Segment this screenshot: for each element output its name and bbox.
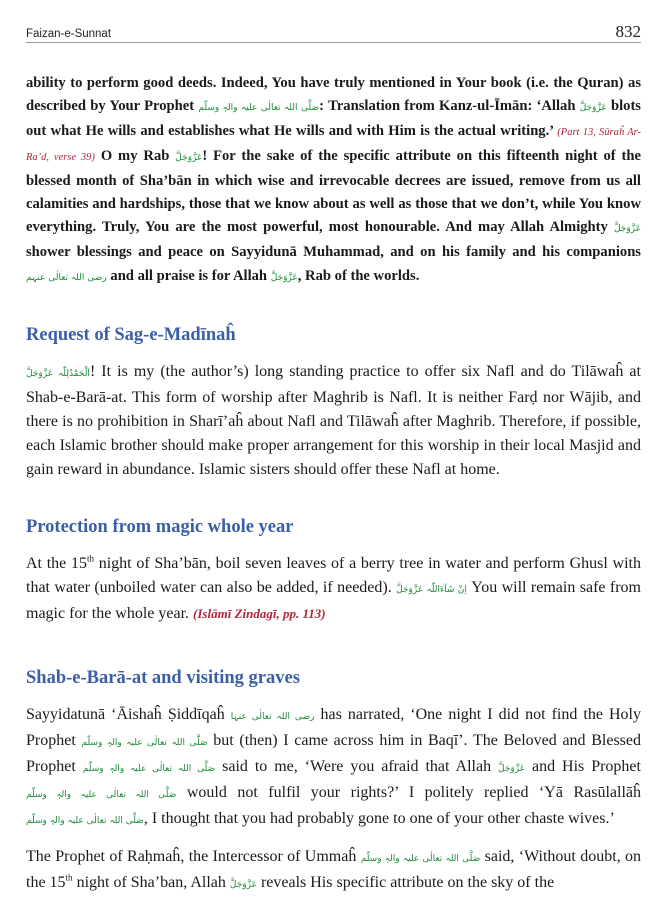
alhamdulillah-honorific: اَلْحَمْدُلِلّٰہ عَزَّوَجَلَّ [26, 368, 90, 379]
graves-paragraph-2: The Prophet of Raḥmaĥ, the Intercessor of Ummaĥ صَلَّی اللہ تعالٰی علیہ والہٖ وسلّم said, ‘Without doubt, on the 15th night of Sha’ban, Allah عَزَّوَجَلَّ reveals His specific attribute on the sky of the [26, 847, 642, 891]
page-header [26, 0, 641, 43]
section-heading-request: Request of Sag-e-Madīnaĥ [26, 324, 236, 345]
quran-reference: (Part 13, Sūraĥ Ar-Ra’d, verse 39) [26, 127, 641, 163]
magic-paragraph: At the 15th night of Sha’bān, boil seven leaves of a berry tree in water and perform Ghusl with that water (unboiled water can also be added, if needed). اِنْ شَآءَاللّٰہ عَزَّوَجَلَّ You will remain safe from magic for the whole year. (Islāmī Zindagī, pp. 113) [26, 553, 642, 622]
azza-wa-jal-honorific: عَزَّوَجَلَّ [270, 272, 298, 283]
page-number: 832 [615, 22, 641, 41]
azza-wa-jal-honorific: عَزَّوَجَلَّ [229, 879, 257, 890]
azza-wa-jal-honorific: عَزَّوَجَلَّ [498, 763, 526, 774]
azza-wa-jal-honorific: عَزَّوَجَلَّ [579, 103, 607, 114]
anhum-honorific: رضی اللہ تعالٰی عنہم [26, 272, 107, 283]
salawat-honorific: صَلَّی اللہ تعالٰی علیہ والہٖ وسلّم [26, 789, 177, 800]
book-title: Faizan-e-Sunnat [26, 28, 112, 40]
section-heading-magic: Protection from magic whole year [26, 516, 294, 537]
graves-paragraph-1: Sayyidatunā ‘Āishaĥ Ṣiddīqaĥ رضی اللہ تعالٰی عنہا has narrated, ‘One night I did not find the Holy Prophet صَلَّی اللہ تعالٰی علیہ والہٖ وسلّم but (then) I came across him in Baqī’. The Beloved and Blessed Prophet صَلَّی اللہ تعالٰی علیہ والہٖ وسلّم said to me, ‘Were you afraid that Allah عَزَّوَجَلَّ and His Prophet صَلَّی اللہ تعالٰی علیہ والہٖ وسلّم would not fulfil your rights?’ I politely replied ‘Yā Rasūlallāĥ صَلَّی اللہ تعالٰی علیہ والہٖ وسلّم, I thought that you had probably gone to one of your other chaste wives.’ [26, 705, 641, 827]
salawat-honorific: صَلَّی اللہ تعالٰی علیہ والہٖ وسلّم [360, 853, 481, 864]
azza-wa-jal-honorific: عَزَّوَجَلَّ [175, 152, 203, 163]
azza-wa-jal-honorific: عَزَّوَجَلَّ [613, 224, 641, 235]
salawat-honorific: صَلَّی اللہ تعالٰی علیہ والہٖ وسلّم [26, 815, 144, 826]
section-heading-graves: Shab-e-Barā-at and visiting graves [26, 667, 300, 688]
book-reference: (Islāmī Zindagī, pp. 113) [193, 605, 326, 621]
insha-allah-honorific: اِنْ شَآءَاللّٰہ عَزَّوَجَلَّ [396, 584, 467, 595]
request-paragraph: اَلْحَمْدُلِلّٰہ عَزَّوَجَلَّ! It is my (the author’s) long standing practice to offer six Nafl and do Tilāwaĥ at Shab-e-Barā-at. This form of worship after Maghrib is Nafl. It is neither Farḍ nor Wājib, and there is no prohibition in Sharī’aĥ about Nafl and Tilāwaĥ after Maghrib. Therefore, if possible, each Islamic brother should make proper arrangement for this worship in their local Masjid and gain reward in abundance. Islamic sisters should offer these Nafl at home. [26, 362, 641, 478]
supplication-paragraph: ability to perform good deeds. Indeed, You have truly mentioned in Your book (i.e. the Quran) as described by Your Prophet صَلَّی اللہ تعالٰی علیہ والہٖ وسلّم: Translation from Kanz-ul-Īmān: ‘Allah عَزَّوَجَلَّ blots out what He wills and establishes what He wills and with Him is the actual writing.’ (Part 13, Sūraĥ Ar-Ra’d, verse 39) O my Rab عَزَّوَجَلَّ! For the sake of the specific attribute on this fifteenth night of the blessed month of Sha’bān in which wise and irrevocable decrees are issued, remove from us all calamities and hardships, those that we know about as well as those that we don’t, while You know everything. Truly, You are the most powerful, most honourable. And may Allah Almighty عَزَّوَجَلَّ shower blessings and peace on Sayyidunā Muhammad, and on his family and his companions رضی اللہ تعالٰی عنہم and all praise is for Allah عَزَّوَجَلَّ, Rab of the worlds. [26, 75, 641, 284]
salawat-honorific: صَلَّی اللہ تعالٰی علیہ والہٖ وسلّم [81, 737, 208, 748]
salawat-honorific: صَلَّی اللہ تعالٰی علیہ والہٖ وسلّم [82, 763, 216, 774]
salawat-honorific: صَلَّی اللہ تعالٰی علیہ والہٖ وسلّم [198, 103, 320, 114]
anha-honorific: رضی اللہ تعالٰی عنہا [230, 711, 315, 722]
